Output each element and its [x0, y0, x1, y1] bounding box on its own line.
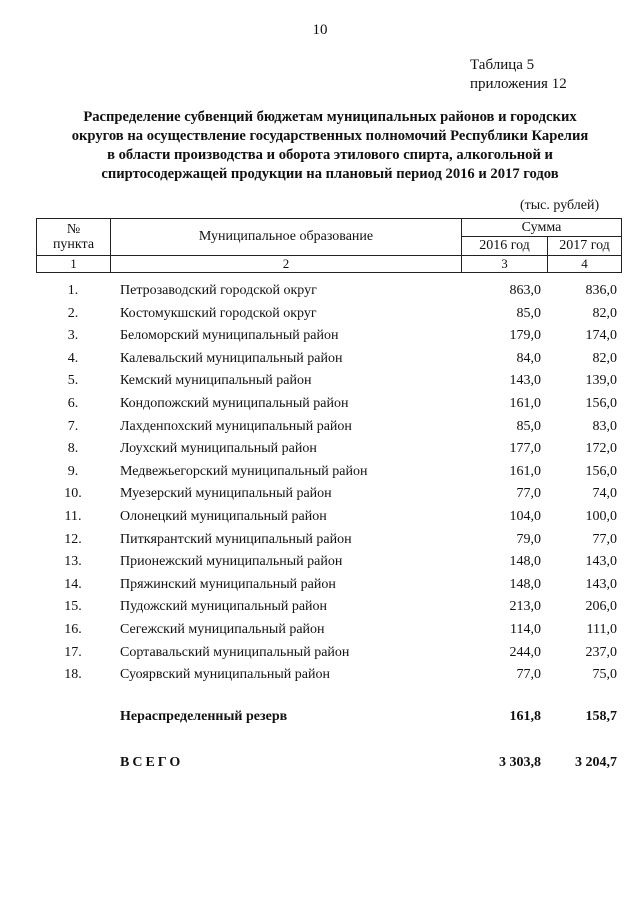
- row-2016: 79,0: [516, 531, 541, 547]
- row-number: 1.: [67, 283, 79, 298]
- table-body: [36, 280, 621, 687]
- title-line4: спиртосодержащей продукции на плановый период 2016 и 2017 годов: [101, 166, 559, 182]
- row-name: Беломорский муниципальный район: [120, 328, 339, 344]
- row-number: 3.: [67, 328, 79, 344]
- header-2017-cell: 2017 год: [548, 237, 622, 256]
- row-name: Сегежский муниципальный район: [120, 621, 325, 637]
- row-name: Петрозаводский городской округ: [120, 283, 317, 298]
- row-2017: 172,0: [585, 441, 617, 457]
- row-2017: 156,0: [585, 463, 617, 479]
- row-2017: 143,0: [585, 576, 617, 592]
- row-number: 4.: [67, 350, 79, 366]
- row-name: Муезерский муниципальный район: [120, 486, 332, 502]
- row-2016: 114,0: [510, 621, 541, 637]
- title-line2: округов на осуществление государственных полномочий Республики Карелия: [71, 128, 589, 144]
- row-2017: 174,0: [585, 328, 617, 344]
- row-number: 15.: [64, 599, 82, 615]
- header-2016-cell: 2016 год: [462, 237, 548, 256]
- row-name: Лахденпохский муниципальный район: [120, 418, 352, 434]
- total-label: ВСЕГО: [120, 755, 184, 770]
- row-2016: 148,0: [509, 576, 541, 592]
- document-title: [40, 108, 620, 184]
- row-name: Прионежский муниципальный район: [120, 554, 343, 570]
- page-number: 10: [312, 22, 328, 38]
- header-index-3: 3: [462, 256, 548, 273]
- title-line3: в области производства и оборота этилового спирта, алкогольной и: [107, 147, 553, 163]
- table-ref-line2: приложения 12: [470, 76, 567, 92]
- title-line1: Распределение субвенций бюджетам муниципальных районов и городских: [83, 109, 577, 125]
- row-2016: 244,0: [509, 644, 541, 660]
- reserve-label: Нераспределенный резерв: [120, 709, 288, 724]
- row-2017: 143,0: [585, 554, 617, 570]
- row-2016: 77,0: [516, 486, 541, 502]
- row-2016: 77,0: [516, 667, 541, 683]
- row-number: 10.: [64, 486, 82, 502]
- row-2017: 82,0: [592, 350, 617, 366]
- table-row: [36, 348, 621, 371]
- row-name: Костомукшский городской округ: [120, 305, 317, 321]
- header-index-4: 4: [548, 256, 622, 273]
- row-number: 18.: [64, 667, 82, 683]
- row-number: 13.: [64, 554, 82, 570]
- row-number: 12.: [64, 531, 82, 547]
- row-2016: 104,0: [509, 508, 541, 524]
- table-ref-line1: Таблица 5: [470, 57, 535, 73]
- table-row: [36, 325, 621, 348]
- row-number: 2.: [67, 305, 79, 321]
- table-row: [36, 393, 621, 416]
- table-reference: [470, 56, 567, 94]
- header-num-line2: пункта: [52, 237, 95, 252]
- row-2017: 206,0: [585, 599, 617, 615]
- reserve-row: [36, 706, 621, 728]
- row-2016: 85,0: [516, 305, 541, 321]
- row-2017: 77,0: [592, 531, 617, 547]
- row-2016: 85,0: [516, 418, 541, 434]
- row-2016: 213,0: [509, 599, 541, 615]
- table-row: [36, 574, 621, 597]
- row-2016: 179,0: [509, 328, 541, 344]
- row-number: 9.: [67, 463, 79, 479]
- row-name: Пряжинский муниципальный район: [120, 576, 336, 592]
- row-name: Калевальский муниципальный район: [120, 350, 343, 366]
- row-name: Кондопожский муниципальный район: [120, 395, 349, 411]
- total-row: [36, 752, 621, 774]
- table-row: [36, 596, 621, 619]
- header-sum-cell: Сумма: [462, 219, 622, 237]
- table-row: [36, 642, 621, 665]
- row-number: 14.: [64, 576, 82, 592]
- row-number: 8.: [67, 441, 79, 457]
- table-row: [36, 483, 621, 506]
- total-2016: 3 303,8: [499, 755, 541, 770]
- row-2017: 237,0: [585, 644, 617, 660]
- row-2016: 143,0: [509, 373, 541, 389]
- reserve-2016: 161,8: [509, 709, 541, 724]
- row-name: Пудожский муниципальный район: [120, 599, 328, 615]
- row-name: Питкярантский муниципальный район: [120, 531, 352, 547]
- row-name: Кемский муниципальный район: [120, 373, 312, 389]
- row-name: Медвежьегорский муниципальный район: [120, 463, 368, 479]
- row-2017: 111,0: [586, 621, 617, 637]
- row-2017: 74,0: [592, 486, 617, 502]
- table-row: [36, 370, 621, 393]
- row-2017: 139,0: [585, 373, 617, 389]
- header-name-cell: Муниципальное образование: [111, 219, 462, 256]
- row-2017: 82,0: [592, 305, 617, 321]
- table-row: [36, 664, 621, 687]
- table-row: [36, 619, 621, 642]
- row-number: 5.: [67, 373, 79, 389]
- row-number: 17.: [64, 644, 82, 660]
- row-name: Олонецкий муниципальный район: [120, 508, 327, 524]
- row-name: Лоухский муниципальный район: [120, 441, 317, 457]
- table-row: [36, 438, 621, 461]
- row-2016: 84,0: [516, 350, 541, 366]
- row-2017: 75,0: [592, 667, 617, 683]
- table-row: [36, 280, 621, 303]
- reserve-2017: 158,7: [585, 709, 617, 724]
- table-row: [36, 416, 621, 439]
- row-2016: 177,0: [509, 441, 541, 457]
- header-num-line1: №: [66, 222, 81, 237]
- header-index-1: 1: [37, 256, 111, 273]
- row-name: Суоярвский муниципальный район: [120, 667, 330, 683]
- row-2016: 161,0: [509, 463, 541, 479]
- row-number: 7.: [67, 418, 79, 434]
- row-number: 16.: [64, 621, 82, 637]
- table-row: [36, 506, 621, 529]
- row-2017: 156,0: [585, 395, 617, 411]
- table-header: [36, 218, 622, 273]
- header-num-cell: [37, 219, 111, 256]
- row-2017: 836,0: [585, 283, 617, 298]
- table-row: [36, 529, 621, 552]
- row-number: 6.: [67, 395, 79, 411]
- row-2016: 863,0: [509, 283, 541, 298]
- total-2017: 3 204,7: [575, 755, 617, 770]
- header-index-2: 2: [111, 256, 462, 273]
- row-2017: 83,0: [592, 418, 617, 434]
- units-label: (тыс. рублей): [520, 198, 600, 213]
- row-2016: 161,0: [509, 395, 541, 411]
- row-name: Сортавальский муниципальный район: [120, 644, 350, 660]
- table-row: [36, 303, 621, 326]
- table-row: [36, 551, 621, 574]
- row-2017: 100,0: [585, 508, 617, 524]
- row-number: 11.: [64, 508, 82, 524]
- row-2016: 148,0: [509, 554, 541, 570]
- table-row: [36, 461, 621, 484]
